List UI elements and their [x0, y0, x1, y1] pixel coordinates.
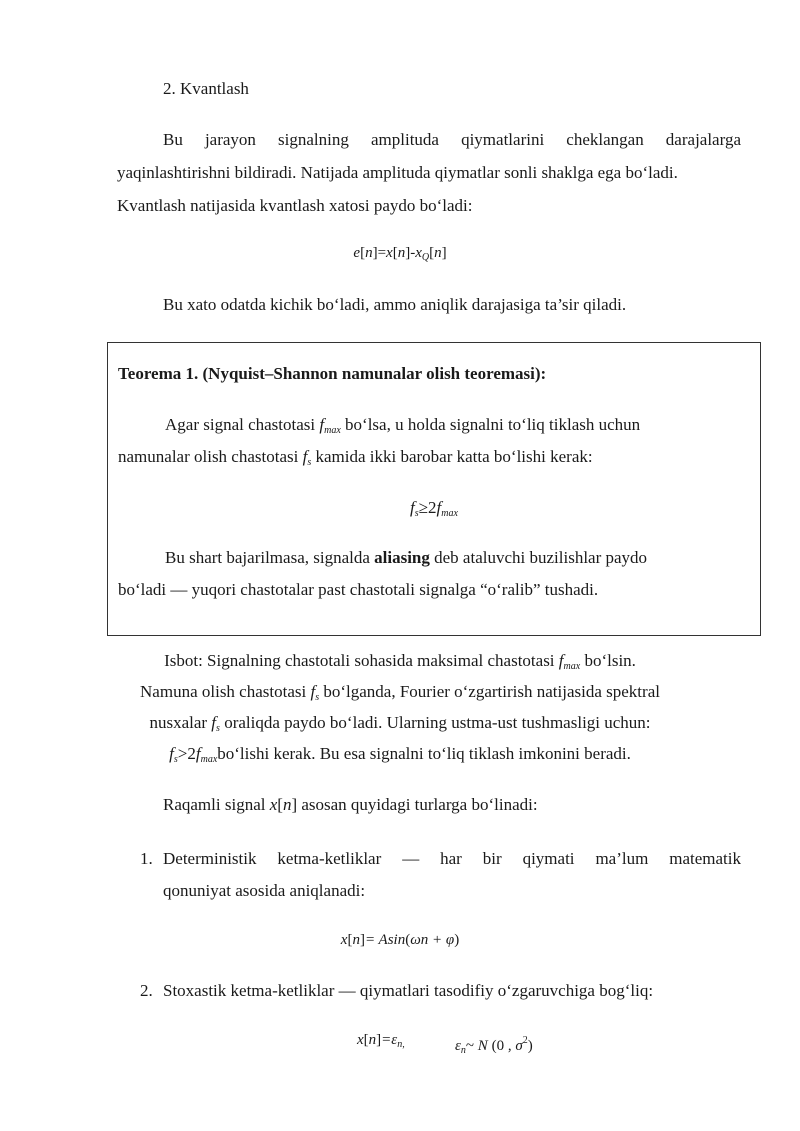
theorem-line: Agar signal chastotasi $f_{max}$ bo‘lsa, u holda signalni to‘liq tiklash uchun: [165, 415, 641, 436]
list-number: 2.: [140, 981, 153, 1000]
stochastic-equation: $x[n]=\varepsilon_{n,}$: [357, 1032, 405, 1050]
proof-line: nusxalar $f_s$ oraliqda paydo bo‘ladi. Ularning ustma-ust tushmasligi uchun:: [149, 713, 651, 734]
theorem-line: namunalar olish chastotasi $f_s$ kamida ikki barobar katta bo‘lishi kerak:: [118, 447, 593, 468]
list-number: 1.: [140, 849, 153, 868]
list-item-line: Deterministik ketma-ketliklar — har bir qiymati ma’lum matematik: [163, 849, 741, 868]
list-item-line: Stoxastik ketma-ketliklar — qiymatlari tasodifiy o‘zgaruvchiga bog‘liq:: [163, 981, 654, 1000]
proof-line: $f_s>2f_{max}bo‘lishi$ kerak. Bu esa signalni to‘liq tiklash imkonini beradi.: [169, 744, 631, 765]
paragraph-line: yaqinlashtirishni bildiradi. Natijada amplituda qiymatlar sonli shaklga ega bo‘ladi.: [117, 163, 678, 182]
stochastic-distribution: $\varepsilon_n\sim$ N (0 , $\sigma^2$): [455, 1035, 533, 1056]
paragraph-line: Bu xato odatda kichik bo‘ladi, ammo aniqlik darajasiga ta’sir qiladi.: [163, 295, 627, 314]
theorem-line: Bu shart bajarilmasa, signalda aliasing deb ataluvchi buzilishlar paydo: [165, 548, 648, 567]
paragraph-line: Bu jarayon signalning amplituda qiymatlarini cheklangan darajalarga: [163, 130, 741, 149]
theorem-line: bo‘ladi — yuqori chastotalar past chastotali signalga “o‘ralib” tushadi.: [118, 580, 599, 599]
paragraph-line: Kvantlash natijasida kvantlash xatosi paydo bo‘ladi:: [117, 196, 473, 215]
nyquist-inequality: $f_s\ge 2f_{max}$: [410, 498, 458, 519]
theorem-box: [107, 342, 761, 636]
deterministic-equation: x[n]= Asin(ωn + φ): [340, 932, 460, 948]
section-heading: 2. Kvantlash: [163, 79, 249, 98]
quantization-error-equation: $e[n]=x[n]-x_Q[n]$: [353, 245, 447, 263]
theorem-title: Teorema 1. (Nyquist–Shannon namunalar olish teoremasi):: [118, 364, 547, 383]
proof-line: Isbot: Signalning chastotali sohasida maksimal chastotasi $f_{max}$ bo‘lsin.: [164, 651, 636, 672]
paragraph-line: Raqamli signal x[n] asosan quyidagi turlarga bo‘linadi:: [163, 795, 538, 814]
proof-line: Namuna olish chastotasi $f_s$ bo‘lganda, Fourier o‘zgartirish natijasida spektral: [140, 682, 660, 703]
list-item-line: qonuniyat asosida aniqlanadi:: [163, 881, 366, 900]
